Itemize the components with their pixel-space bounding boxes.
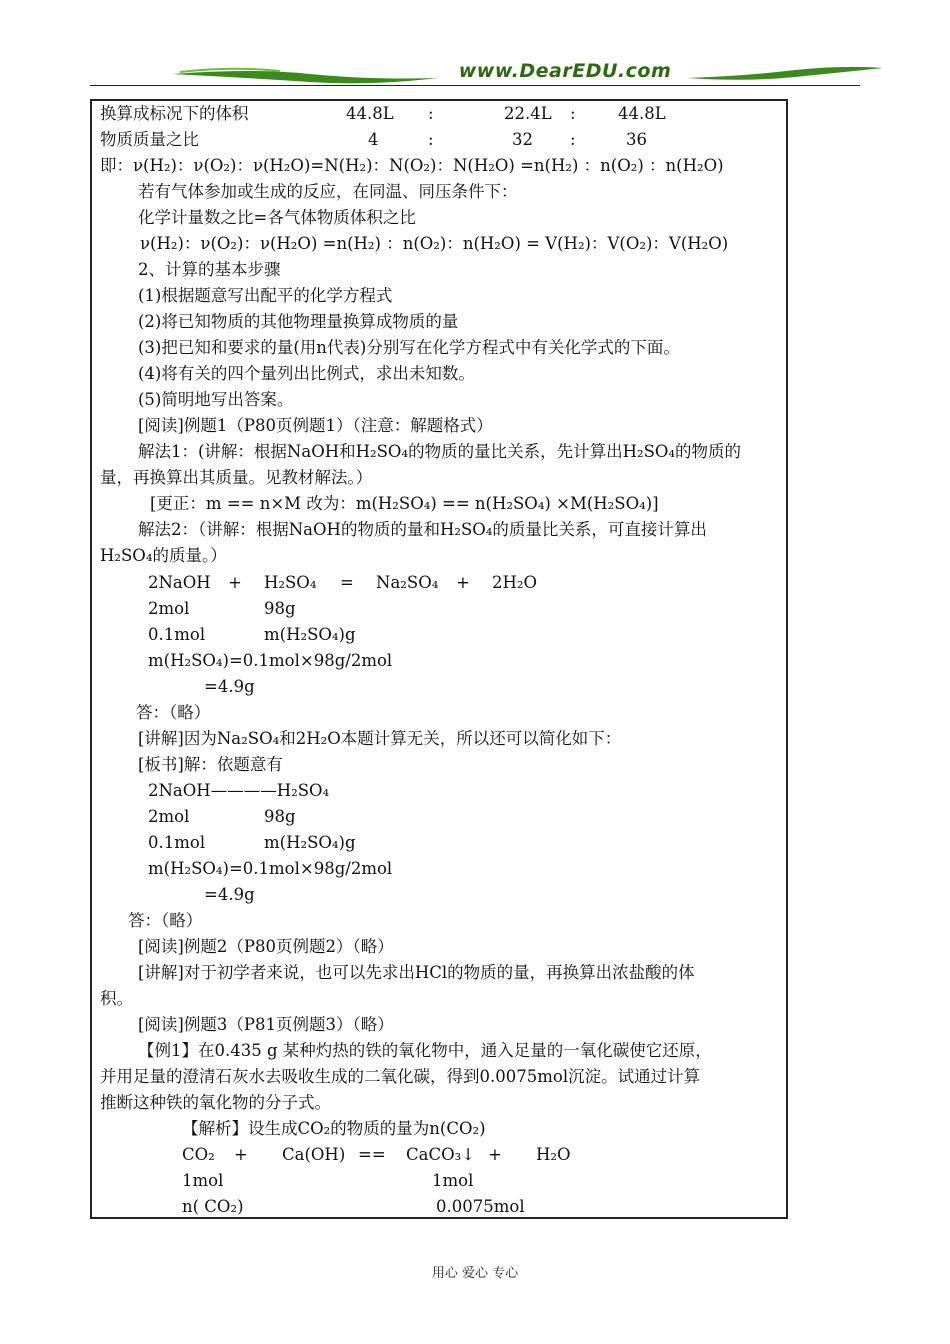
text-line: 答：（略） <box>128 911 203 930</box>
text-line: 0.1mol <box>148 625 206 644</box>
equation-term: 2H₂O <box>492 573 538 592</box>
text-line: 【例1】在0.435 g 某种灼热的铁的氧化物中，通入足量的一氧化碳使它还原， <box>138 1041 712 1060</box>
text-line: 2mol <box>148 807 190 826</box>
text-line: 22.4L <box>504 104 552 123</box>
text-line: 量，再换算出其质量。见教材解法。） <box>100 468 373 487</box>
equation-term: == <box>358 1145 386 1164</box>
text-line: 若有气体参加或生成的反应，在同温、同压条件下： <box>138 182 518 201</box>
text-line: [阅读]例题2（P80页例题2）（略） <box>138 937 394 956</box>
text-line: (5)简明地写出答案。 <box>138 390 294 409</box>
text-line: m(H₂SO₄)g <box>264 833 356 852</box>
equation-term: + <box>488 1145 502 1164</box>
brand-logo-text: www.DearEDU.com <box>458 60 672 82</box>
equation-term: 2NaOH <box>148 573 211 592</box>
text-line: m(H₂SO₄)=0.1mol×98g/2mol <box>148 651 393 670</box>
text-line: 2、计算的基本步骤 <box>138 260 281 279</box>
text-line: : <box>428 130 434 149</box>
text-line: 物质质量之比 <box>100 130 199 149</box>
text-line: n( CO₂) <box>182 1197 244 1216</box>
equation-term: H₂O <box>536 1145 571 1164</box>
text-line: 0.1mol <box>148 833 206 852</box>
text-line: 化学计量数之比=各气体物质体积之比 <box>138 208 416 227</box>
text-line: 0.0075mol <box>436 1197 525 1216</box>
text-line: : <box>570 130 576 149</box>
text-line: 98g <box>264 599 296 618</box>
text-line: H₂SO₄的质量。） <box>100 546 227 565</box>
text-line: [阅读]例题1（P80页例题1）（注意：解题格式） <box>138 416 493 435</box>
text-line: 解法2：（讲解：根据NaOH的物质的量和H₂SO₄的质量比关系，可直接计算出 <box>138 520 707 539</box>
equation-term: Na₂SO₄ <box>376 573 439 592</box>
text-line: 即：ν(H₂)：ν(O₂)：ν(H₂O)=N(H₂)：N(O₂)：N(H₂O) =n(H₂) ：n(O₂) ：n(H₂O) <box>100 156 724 175</box>
text-line: =4.9g <box>204 677 255 696</box>
right-swoosh-decoration <box>685 62 885 92</box>
text-line: 答：（略） <box>136 703 211 722</box>
page-footer: 用心 爱心 专心 <box>431 1266 519 1281</box>
text-line: [阅读]例题3（P81页例题3）（略） <box>138 1015 394 1034</box>
text-line: ν(H₂)：ν(O₂)：ν(H₂O) =n(H₂) ：n(O₂)：n(H₂O) = V(H₂)：V(O₂)：V(H₂O) <box>140 234 729 253</box>
text-line: 解法1：(讲解：根据NaOH和H₂SO₄的物质的量比关系，先计算出H₂SO₄的物质的 <box>138 442 742 461</box>
text-line: 推断这种铁的氧化物的分子式。 <box>100 1093 331 1112</box>
text-line: [讲解]对于初学者来说，也可以先求出HCl的物质的量，再换算出浓盐酸的体 <box>138 963 695 982</box>
equation-term: + <box>456 573 470 592</box>
text-line: 并用足量的澄清石灰水去吸收生成的二氧化碳，得到0.0075mol沉淀。试通过计算 <box>100 1067 701 1086</box>
text-line: [更正：m == n×M 改为：m(H₂SO₄) == n(H₂SO₄) ×M(H₂SO₄)] <box>150 494 659 513</box>
equation-term: Ca(OH) <box>282 1145 346 1164</box>
equation-term: H₂SO₄ <box>264 573 317 592</box>
text-line: 2NaOH————H₂SO₄ <box>148 781 330 800</box>
text-line: 98g <box>264 807 296 826</box>
text-line: 44.8L <box>346 104 394 123</box>
text-line: 32 <box>512 130 533 149</box>
text-line: 【解析】设生成CO₂的物质的量为n(CO₂) <box>182 1119 486 1138</box>
equation-term: + <box>234 1145 248 1164</box>
left-swoosh-decoration <box>170 62 440 92</box>
page-header <box>90 60 860 96</box>
text-line: =4.9g <box>204 885 255 904</box>
equation-term: = <box>340 573 354 592</box>
text-line: : <box>570 104 576 123</box>
equation-term: CO₂ <box>182 1145 215 1164</box>
text-line: : <box>428 104 434 123</box>
text-line: (1)根据题意写出配平的化学方程式 <box>138 286 393 305</box>
text-line: 1mol <box>432 1171 474 1190</box>
text-line: m(H₂SO₄)g <box>264 625 356 644</box>
equation-term: CaCO₃↓ <box>406 1145 476 1164</box>
text-line: (2)将已知物质的其他物理量换算成物质的量 <box>138 312 459 331</box>
text-line: (4)将有关的四个量列出比例式，求出未知数。 <box>138 364 475 383</box>
text-line: 2mol <box>148 599 190 618</box>
text-line: 积。 <box>100 989 133 1008</box>
equation-term: + <box>228 573 242 592</box>
text-line: m(H₂SO₄)=0.1mol×98g/2mol <box>148 859 393 878</box>
text-line: 36 <box>626 130 647 149</box>
text-line: 44.8L <box>618 104 666 123</box>
text-line: [板书]解：依题意有 <box>138 755 283 774</box>
text-line: 1mol <box>182 1171 224 1190</box>
text-line: [讲解]因为Na₂SO₄和2H₂O本题计算无关，所以还可以简化如下： <box>138 729 622 748</box>
text-line: 换算成标况下的体积 <box>100 104 249 123</box>
text-line: (3)把已知和要求的量(用n代表)分别写在化学方程式中有关化学式的下面。 <box>138 338 680 357</box>
text-line: 4 <box>368 130 379 149</box>
